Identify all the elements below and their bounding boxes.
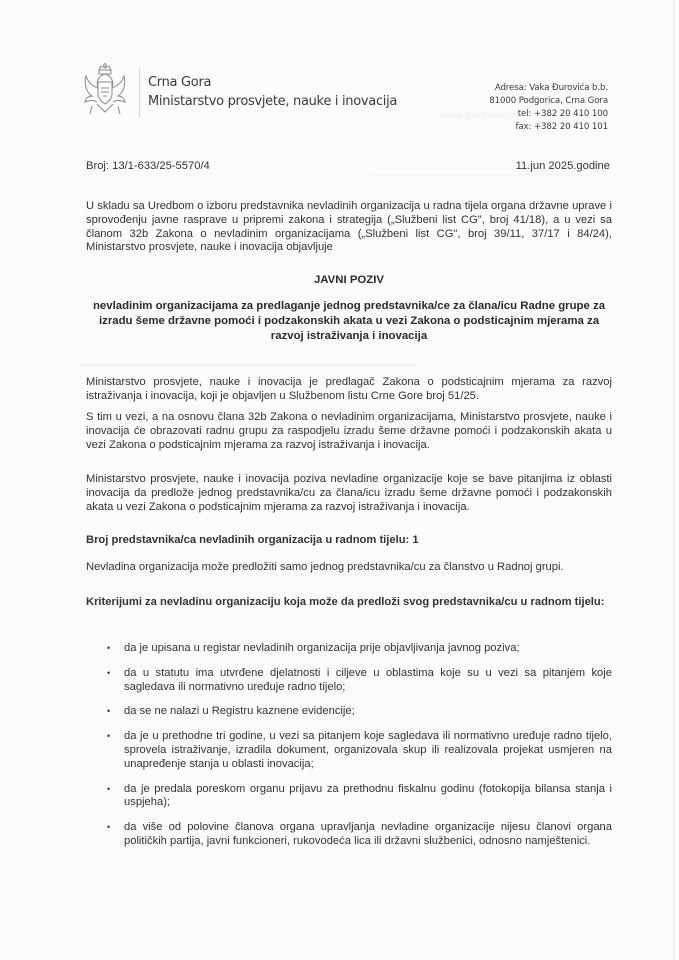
- bleed-through-text: ────────────────────────────────────────────────: [80, 360, 421, 371]
- criteria-item-text: da više od polovine članova organa upravljanja nevladine organizacije nijesu članovi organa političkih partija, javni funkcioneri, rukovodeća lica ili državni službenici, odnosno namještenici.: [124, 821, 612, 847]
- bleed-through-text: www.gov.me/mpni: [440, 110, 521, 121]
- criteria-item-text: da je u prethodne tri godine, u vezi sa pitanjem koje sagledava ili normativno uređuje radno tijelo, sprovela istraživanje, izradila dokument, organizovala skup ili realizovala projekat usmjeren na unapređenje stanja u oblasti inovacija;: [124, 730, 612, 770]
- bullet-icon: •: [107, 667, 111, 678]
- criteria-list: [86, 642, 612, 860]
- criteria-item: [86, 667, 612, 695]
- address-fax: fax: +382 20 410 101: [515, 122, 608, 132]
- document-date: 11.jun 2025.godine: [515, 160, 610, 172]
- scan-edge: [673, 0, 675, 960]
- reference-number: Broj: 13/1-633/25-5570/4: [86, 160, 210, 172]
- criteria-item-text: da je predala poreskom organu prijavu za prethodnu fiskalnu godinu (fotokopija bilansa stanja i uspjeha);: [124, 782, 612, 809]
- criteria-item: [86, 730, 612, 771]
- criteria-item-text: da u statutu ima utvrđene djelatnosti i ciljeve u oblastima koje su u vezi sa pitanjem koje sagledava ili normativno uređuje radno tijelo;: [124, 666, 612, 693]
- bullet-icon: •: [107, 822, 111, 833]
- body-paragraph-3: Ministarstvo prosvjete, nauke i inovacija poziva nevladine organizacije koje se bave pitanjima iz oblasti inovacija da predlože jednog predstavnika/cu za člana/icu izradu šeme državne pomoći i podzakonskih akata u vezi Zakona o podsticajnim mjerama za razvoj istraživanja i inovacija.: [86, 473, 612, 513]
- body-paragraph-1: Ministarstvo prosvjete, nauke i inovacija je predlagač Zakona o podsticajnim mjerama za razvoj istraživanja i inovacija, koji je objavljen u Službenom listu Crne Gore broj 51/25.: [86, 376, 612, 402]
- criteria-item: [86, 705, 612, 719]
- bleed-through-text: ──────────────────────────────: [370, 170, 583, 181]
- criteria-heading: Kriterijumi za nevladinu organizaciju koja može da predloži svog predstavnika/cu u radnom tijelu:: [86, 596, 605, 608]
- criteria-item-text: da se ne nalazi u Registru kaznene evidencije;: [124, 705, 355, 718]
- address-city: 81000 Podgorica, Crna Gora: [489, 96, 608, 106]
- body-paragraph-2: S tim u vezi, a na osnovu člana 32b Zakona o nevladinim organizacijama, Ministarstvo prosvjete, nauke i inovacija će obrazovati radnu grupu za raspodjelu izradu šeme državne pomoći i podzakonskih akata u vezi Zakona o podsticajnim mjerama za razvoj istraživanja i inovacija.: [86, 411, 612, 451]
- criteria-item: [86, 821, 612, 849]
- bullet-icon: •: [107, 643, 111, 653]
- bullet-icon: •: [107, 731, 111, 742]
- bullet-icon: •: [107, 783, 111, 794]
- representative-count-heading: Broj predstavnika/ca nevladinih organizacija u radnom tijelu: 1: [86, 534, 419, 546]
- body-paragraph-4: Nevladina organizacija može predložiti samo jednog predstavnika/cu za članstvo u Radnoj grupi.: [86, 561, 564, 573]
- criteria-item-text: da je upisana u registar nevladinih organizacija prije objavljivanja javnog poziva;: [124, 642, 520, 654]
- header-divider: [139, 68, 140, 118]
- montenegro-coat-of-arms-icon: [80, 62, 130, 118]
- address-phone: tel: +382 20 410 100: [517, 109, 608, 119]
- intro-paragraph: U skladu sa Uredbom o izboru predstavnika nevladinih organizacija u radna tijela organa državne uprave i sprovođenju javne rasprave u pripremi zakona i strategija („Službeni list CG", broj 41/18), a u vezi sa članom 32b Zakona o nevladinim organizacijama („Službeni list CG", broj 39/11, 37/17 i 84/24), Ministarstvo prosvjete, nauke i inovacija objavljuje: [86, 200, 612, 254]
- document-subtitle: nevladinim organizacijama za predlaganje jednog predstavnika/ce za člana/icu Radne grupe za izradu šeme državne pomoći i podzakonskih akata u vezi Zakona o podsticajnim mjerama za razvoj istraživanja i inovacija: [92, 300, 606, 343]
- contact-address-block: [489, 82, 608, 134]
- country-name: Crna Gora: [148, 75, 212, 90]
- issuing-organization: [148, 73, 397, 112]
- criteria-item: [86, 783, 612, 811]
- criteria-item: [86, 642, 612, 656]
- bullet-icon: •: [107, 706, 111, 717]
- document-title: JAVNI POZIV: [313, 274, 385, 286]
- document-meta: [86, 160, 610, 172]
- address-street: Adresa: Vaka Đurovića b.b.: [494, 83, 608, 93]
- ministry-name: Ministarstvo prosvjete, nauke i inovacija: [148, 94, 398, 109]
